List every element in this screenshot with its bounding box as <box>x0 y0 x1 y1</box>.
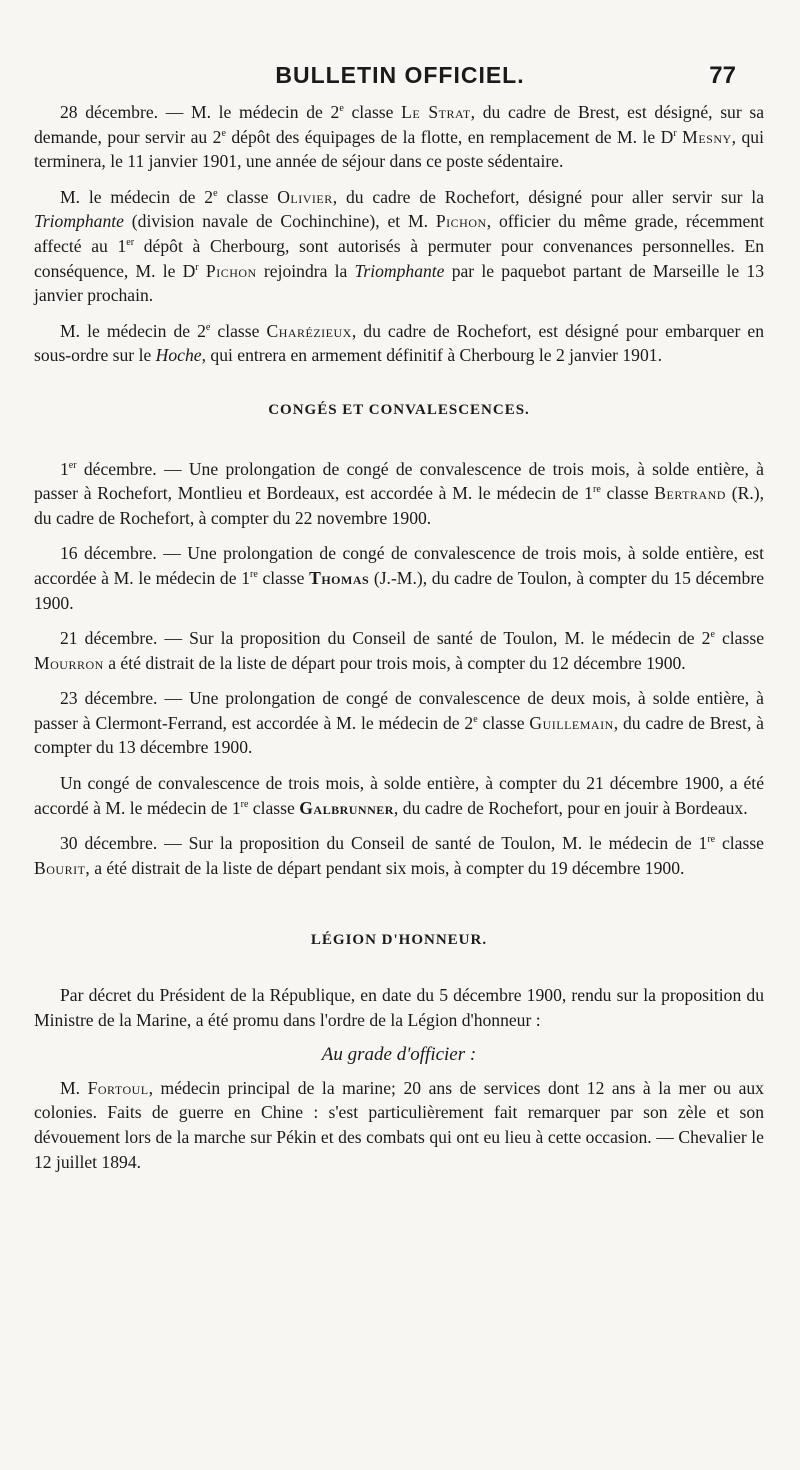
person-name: Bourit <box>34 857 86 878</box>
page-number: 77 <box>709 62 736 89</box>
person-name: Olivier <box>277 186 333 207</box>
superscript: e <box>710 629 715 641</box>
text-run: , officier du même grade, récemment affecté au 1 <box>34 211 764 256</box>
text-run: rejoindra la <box>256 260 355 281</box>
superscript: re <box>240 798 249 810</box>
text-run: 1 <box>60 458 69 479</box>
text-run: a été distrait de la liste de départ pour trois mois, à compter du 12 décembre 1900. <box>103 652 686 673</box>
text-run: dépôt des équipages de la flotte, en remplacement de M. le D <box>225 126 674 147</box>
person-name: Thomas <box>309 567 370 588</box>
text-run: , médecin principal de la marine; 20 ans de services dont 12 ans à la mer ou aux colonies. Faits de guerre en Chine : s'est particulièrement fait remarquer par son zèle et son dévouement lors de la marche sur Pékin et des combats qui ont eu lieu à cette occasion. — Chevalier le 12 juillet 1894. <box>34 1077 764 1172</box>
text-run: 21 décembre. — Sur la proposition du Conseil de santé de Toulon, M. le médecin de 2 <box>60 628 711 649</box>
page-header <box>0 62 800 96</box>
document-body <box>34 100 764 1185</box>
paragraph-decret: Par décret du Président de la République, en date du 5 décembre 1900, rendu sur la proposition du Ministre de la Marine, a été promu dans l'ordre de la Légion d'honneur : <box>34 985 764 1030</box>
superscript: re <box>592 484 601 496</box>
text-run: M. le médecin de 2 <box>60 320 206 341</box>
subheading-grade: Au grade d'officier : <box>321 1044 477 1066</box>
text-run: , qui terminera, le 11 janvier 1901, une année de séjour dans ce poste sédentaire. <box>34 126 764 172</box>
superscript: e <box>473 714 478 726</box>
text-run: (division navale de Cochinchine), et M. <box>123 211 436 232</box>
text-run: , du cadre de Brest, est désigné, sur sa demande, pour servir au 2 <box>34 102 765 147</box>
paragraph-bertrand <box>34 457 764 531</box>
paragraph-fortoul <box>34 1076 764 1174</box>
text-run: classe <box>343 102 402 122</box>
page-title: BULLETIN OFFICIEL. <box>275 62 525 88</box>
person-name: Bertrand <box>654 483 726 504</box>
text-run: 28 décembre. — M. le médecin de 2 <box>60 102 340 122</box>
paragraph-guillemain <box>34 686 764 760</box>
section-heading-legion: LÉGION D'HONNEUR. <box>310 932 488 949</box>
text-run: classe <box>714 628 764 649</box>
text-run: 23 décembre. — Une prolongation de congé de convalescence de deux mois, à solde entière, à passer à Clermont-Ferrand, est accordée à M. le médecin de 2 <box>34 688 764 733</box>
ship-name: Hoche <box>155 345 202 366</box>
person-name: Fortoul <box>87 1077 149 1098</box>
text-run: , a été distrait de la liste de départ pendant six mois, à compter du 19 décembre 1900. <box>85 857 685 878</box>
text-run: 16 décembre. — Une prolongation de congé de convalescence de trois mois, à solde entière, est accordée à M. le médecin de 1 <box>34 543 764 588</box>
text-run: classe <box>257 567 310 588</box>
text-run: , du cadre de Rochefort, pour en jouir à Bordeaux. <box>393 797 748 818</box>
paragraph-charezieux <box>34 319 764 368</box>
person-name: Galbrunner <box>299 797 394 818</box>
paragraph-olivier <box>34 185 764 308</box>
paragraph-thomas <box>34 541 764 615</box>
superscript: re <box>250 569 258 581</box>
text-run <box>199 261 206 281</box>
text-run: classe <box>210 320 267 341</box>
text-run: dépôt à Cherbourg, sont autorisés à permuter pour convenances personnelles. En conséquence, M. le D <box>34 235 764 281</box>
paragraph-mourron <box>34 626 764 675</box>
person-name: Pichon <box>205 260 257 281</box>
person-name: Charézieux <box>266 320 352 341</box>
superscript: e <box>221 127 226 139</box>
superscript: e <box>213 187 218 199</box>
section-heading-conges: CONGÉS ET CONVALESCENCES. <box>268 401 530 418</box>
superscript: r <box>673 127 677 139</box>
superscript: er <box>126 237 135 249</box>
text-run: , du cadre de Brest, à compter du 13 décembre 1900. <box>34 712 764 758</box>
superscript: r <box>195 261 199 273</box>
text-run: (R.), du cadre de Rochefort, à compter du 22 novembre 1900. <box>34 483 764 528</box>
paragraph-galbrunner <box>34 771 764 820</box>
superscript: e <box>339 103 344 115</box>
superscript: e <box>205 321 211 333</box>
text-run: décembre. — Une prolongation de congé de convalescence de trois mois, à solde entière, à passer à Rochefort, Montlieu et Bordeaux, est accordée à M. le médecin de 1 <box>34 458 764 504</box>
paragraph-le-strat <box>34 100 764 174</box>
paragraph-bourit <box>34 831 764 880</box>
text-run: classe <box>248 797 300 818</box>
person-name: Pichon <box>435 211 487 232</box>
text-run: par le paquebot partant de Marseille le 13 janvier prochain. <box>34 260 764 306</box>
text-run: , du cadre de Rochefort, est désigné pour embarquer en sous-ordre sur le <box>34 320 764 366</box>
text-run: Un congé de convalescence de trois mois, à solde entière, à compter du 21 décembre 1900, a été accordé à M. le médecin de 1 <box>34 773 764 818</box>
text-run: (J.-M.), du cadre de Toulon, à compter du 15 décembre 1900. <box>34 567 764 613</box>
text-run: classe <box>600 483 655 504</box>
ship-name: Triomphante <box>354 260 445 281</box>
text-run: classe <box>217 186 278 207</box>
text-run: , qui entrera en armement définitif à Cherbourg le 2 janvier 1901. <box>201 345 662 366</box>
ship-name: Triomphante <box>34 211 124 232</box>
text-run: M. le médecin de 2 <box>60 186 214 207</box>
superscript: er <box>68 459 77 471</box>
text-run: 30 décembre. — Sur la proposition du Conseil de santé de Toulon, M. le médecin de 1 <box>60 833 708 854</box>
text-run: classe <box>477 712 530 733</box>
person-name: Mesny <box>682 126 732 147</box>
superscript: re <box>707 834 716 846</box>
text-run: , du cadre de Rochefort, désigné pour aller servir sur la <box>332 186 765 207</box>
person-name: Le Strat <box>401 102 471 122</box>
text-run: classe <box>715 833 764 854</box>
person-name: Guillemain <box>529 712 614 733</box>
text-run: M. <box>60 1077 88 1098</box>
person-name: Mourron <box>34 652 104 673</box>
